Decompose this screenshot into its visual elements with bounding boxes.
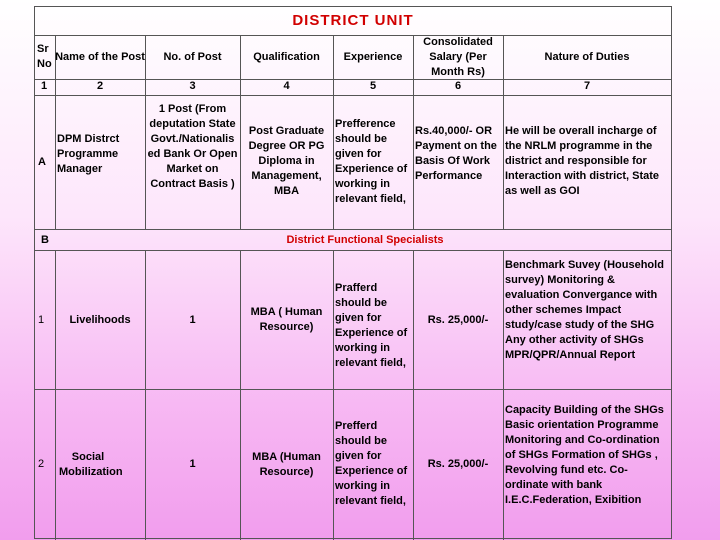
header-sr: Sr No: [37, 43, 52, 70]
header-experience: Experience: [343, 51, 403, 63]
header-no: No. of Post: [163, 51, 222, 63]
row2-duties: Capacity Building of the SHGs Basic orientation Programme Monitoring and Co-ordination of SHGs Formation of SHGs , Revolving fund etc. Co-ordinate with bank I.E.C.Federation, Exibition: [505, 404, 664, 506]
col-divider: [240, 250, 241, 540]
rowB-heading: District Functional Specialists: [286, 234, 444, 246]
col-number: 4: [283, 80, 290, 92]
row2-no: 1: [189, 458, 196, 470]
rowA-salary: Rs.40,000/- OR Payment on the Basis Of Work Performance: [415, 125, 497, 182]
row2-experience: Prefferd should be given for Experience of working in relevant field,: [335, 420, 408, 507]
rowA-name: DPM Distrct Programme Manager: [57, 133, 120, 175]
col-number: 7: [583, 80, 591, 92]
row1-sr: 1: [38, 314, 45, 326]
row-divider: [35, 389, 671, 390]
row2-qualification: MBA (Human Resource): [252, 451, 321, 478]
row-divider: [35, 35, 671, 36]
col-divider: [145, 250, 146, 540]
row2-sr: 2: [38, 458, 45, 470]
rowA-qualification: Post Graduate Degree OR PG Diploma in Management, MBA: [248, 125, 325, 197]
table-title: DISTRICT UNIT: [292, 12, 414, 29]
row1-experience: Prafferd should be given for Experience of working in relevant field,: [335, 282, 408, 369]
col-divider: [55, 250, 56, 540]
row-divider: [35, 95, 671, 96]
rowA-no: 1 Post (From deputation State Govt./Nationalis ed Bank Or Open Market on Contract Basis ): [147, 103, 238, 190]
row1-duties: Benchmark Suvey (Household survey) Monitoring & evaluation Convergance with other schemes Impact study/case study of the SHG Any other activity of SHGs MPR/QPR/Annual Report: [505, 259, 664, 361]
header-duties: Nature of Duties: [544, 51, 630, 63]
col-divider: [413, 35, 414, 229]
rowA-sr: A: [38, 156, 46, 168]
rowB-sr: B: [41, 234, 49, 246]
row-divider: [35, 250, 671, 251]
rowA-experience: Prefference should be given for Experience of working in relevant field,: [335, 118, 408, 205]
rowA-duties: He will be overall incharge of the NRLM programme in the district and responsible for Interaction with district, State as well as GOI: [505, 125, 660, 197]
header-name: Name of the Post: [55, 51, 145, 63]
row1-no: 1: [189, 314, 196, 326]
district-unit-table: [34, 6, 672, 539]
col-divider: [503, 250, 504, 540]
row2-name: Social Mobilization: [59, 451, 123, 478]
header-qualification: Qualification: [253, 51, 320, 63]
col-number: 1: [41, 80, 48, 92]
header-salary: Consolidated Salary (Per Month Rs): [423, 36, 493, 78]
row-divider: [35, 229, 671, 230]
col-divider: [333, 250, 334, 540]
row1-salary: Rs. 25,000/-: [427, 314, 489, 326]
row2-salary: Rs. 25,000/-: [427, 458, 489, 470]
col-divider: [413, 250, 414, 540]
row1-name: Livelihoods: [69, 314, 131, 326]
col-number: 3: [189, 80, 196, 92]
col-number: 2: [96, 80, 104, 92]
col-number: 5: [369, 80, 377, 92]
row1-qualification: MBA ( Human Resource): [250, 306, 323, 333]
col-number: 6: [454, 80, 462, 92]
